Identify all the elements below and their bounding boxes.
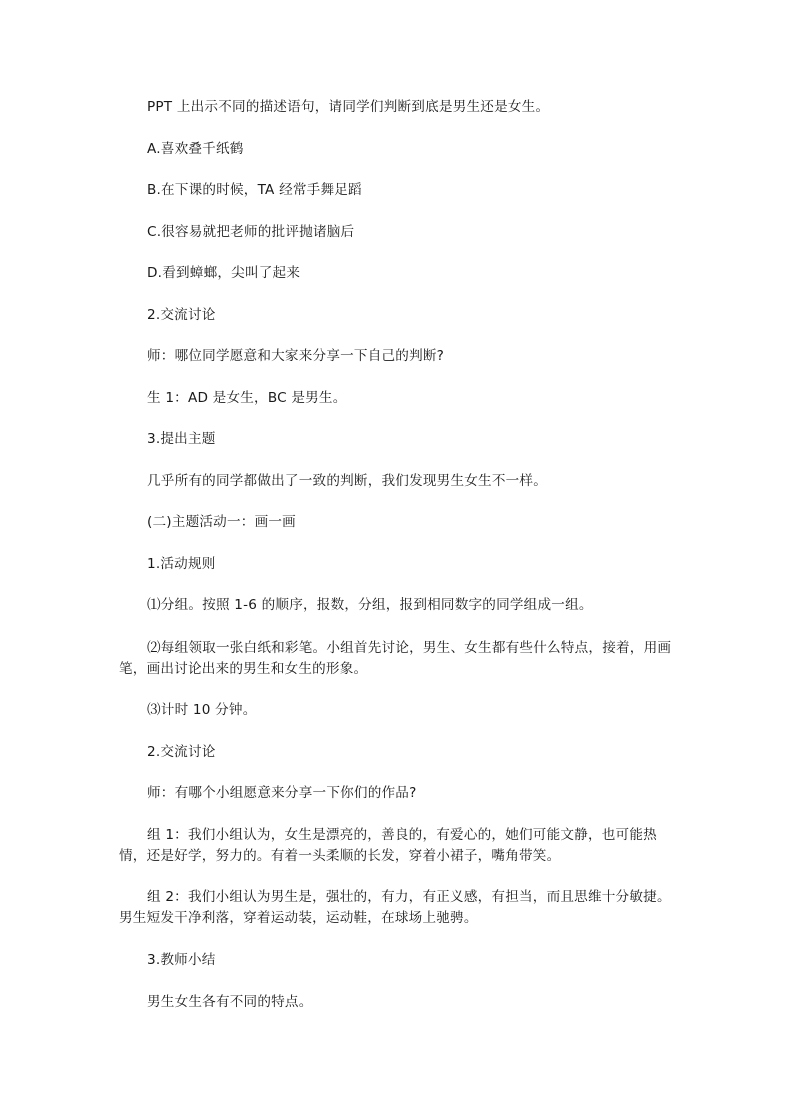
group-1-answer: 组 1：我们小组认为，女生是漂亮的，善良的，有爱心的，她们可能文静，也可能热情，还是好学，努力的。有着一头柔顺的长发，穿着小裙子，嘴角带笑。: [119, 827, 657, 864]
heading-rules: 1.活动规则: [147, 556, 216, 572]
heading-discussion-2: 2.交流讨论: [147, 744, 216, 760]
rule-2: ⑵每组领取一张白纸和彩笔。小组首先讨论，男生、女生都有些什么特点，接着，用画笔，画出讨论出来的男生和女生的形象。: [119, 640, 672, 677]
heading-theme: 3.提出主题: [147, 431, 216, 447]
heading-discussion: 2.交流讨论: [147, 307, 216, 323]
teacher-question: 师：哪位同学愿意和大家来分享一下自己的判断?: [147, 348, 445, 364]
rule-3: ⑶计时 10 分钟。: [147, 702, 257, 718]
option-a: A.喜欢叠千纸鹤: [147, 141, 244, 157]
paragraph-intro: PPT 上出示不同的描述语句，请同学们判断到底是男生还是女生。: [147, 99, 550, 115]
rule-1: ⑴分组。按照 1-6 的顺序，报数，分组，报到相同数字的同学组成一组。: [147, 597, 593, 613]
student-answer: 生 1：AD 是女生，BC 是男生。: [147, 390, 347, 406]
option-d: D.看到蟑螂，尖叫了起来: [147, 265, 301, 281]
group-2-answer: 组 2：我们小组认为男生是，强壮的，有力，有正义感，有担当，而且思维十分敏捷。男生短发干净利落，穿着运动装，运动鞋，在球场上驰骋。: [119, 889, 671, 926]
heading-activity-one: (二)主题活动一：画一画: [147, 514, 296, 530]
heading-summary: 3.教师小结: [147, 952, 216, 968]
teacher-question-2: 师：有哪个小组愿意来分享一下你们的作品?: [147, 785, 417, 801]
option-b: B.在下课的时候，TA 经常手舞足蹈: [147, 182, 362, 198]
option-c: C.很容易就把老师的批评抛诸脑后: [147, 224, 355, 240]
theme-text: 几乎所有的同学都做出了一致的判断，我们发现男生女生不一样。: [147, 473, 548, 489]
summary-text: 男生女生各有不同的特点。: [147, 994, 313, 1010]
